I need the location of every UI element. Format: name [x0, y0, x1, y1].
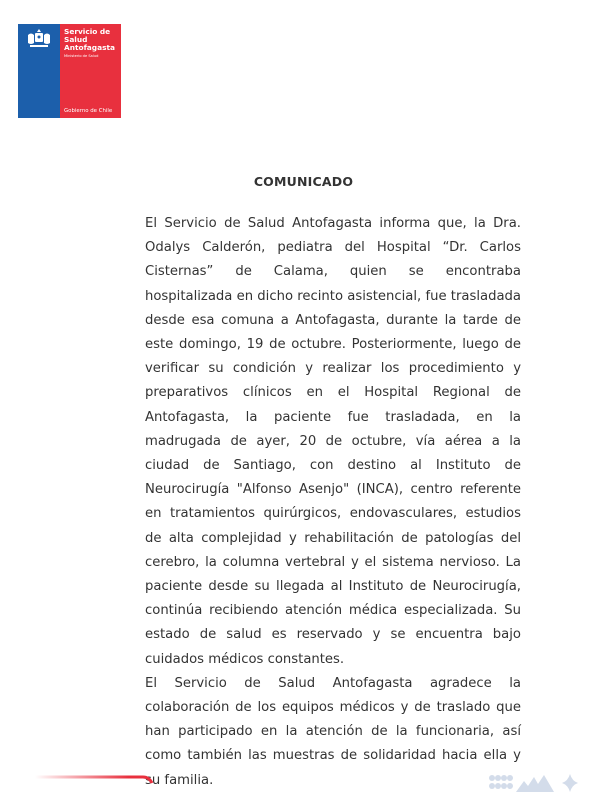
paragraph: El Servicio de Salud Antofagasta informa que, la Dra. Odalys Calderón, pediatra del Hospital “Dr. Carlos Cisternas” de Calama, quien se encontraba hospitalizada en dicho recinto asistencial, fue trasladada desde esa comuna a Antofagasta, durante la tarde de este domingo, 19 de octubre. Posteriormente, luego de verificar su condición y realizar los procedimiento y preparativos clínicos en el Hospital Regional de Antofagasta, la paciente fue trasladada, en la madrugada de ayer, 20 de octubre, vía aérea a la ciudad de Santiago, con destino al Instituto de Neurocirugía "Alfonso Asenjo" (INCA), centro referente en tratamientos quirúrgicos, endovasculares, estudios de alta complejidad y rehabilitación de patologías del cerebro, la columna vertebral y el sistema nervioso. La paciente desde su llegada al Instituto de Neurocirugía, continúa recibiendo atención médica especializada. Su estado de salud es reservado y se encuentra bajo cuidados médicos constantes. [145, 216, 521, 667]
dots-mountains-star-icon [488, 772, 588, 796]
logo-ministry: Ministerio de Salud [64, 54, 99, 58]
document-body [145, 212, 521, 793]
logo-government: Gobierno de Chile [64, 108, 113, 114]
servicio-salud-logo [18, 24, 121, 118]
logo-line-3: Antofagasta [64, 43, 115, 52]
red-blue-lines-icon [25, 772, 155, 794]
logo-organization-name [64, 28, 115, 52]
logo-line-1: Servicio de [64, 27, 111, 36]
document-title: COMUNICADO [253, 174, 354, 189]
chile-coat-of-arms-icon [24, 27, 54, 53]
logo-line-2: Salud [64, 35, 88, 44]
paragraph: El Servicio de Salud Antofagasta agradece la colaboración de los equipos médicos y de traslado que han participado en la atención de la funcionaria, así como también las muestras de solidaridad hacia ella y su familia. [145, 675, 521, 788]
